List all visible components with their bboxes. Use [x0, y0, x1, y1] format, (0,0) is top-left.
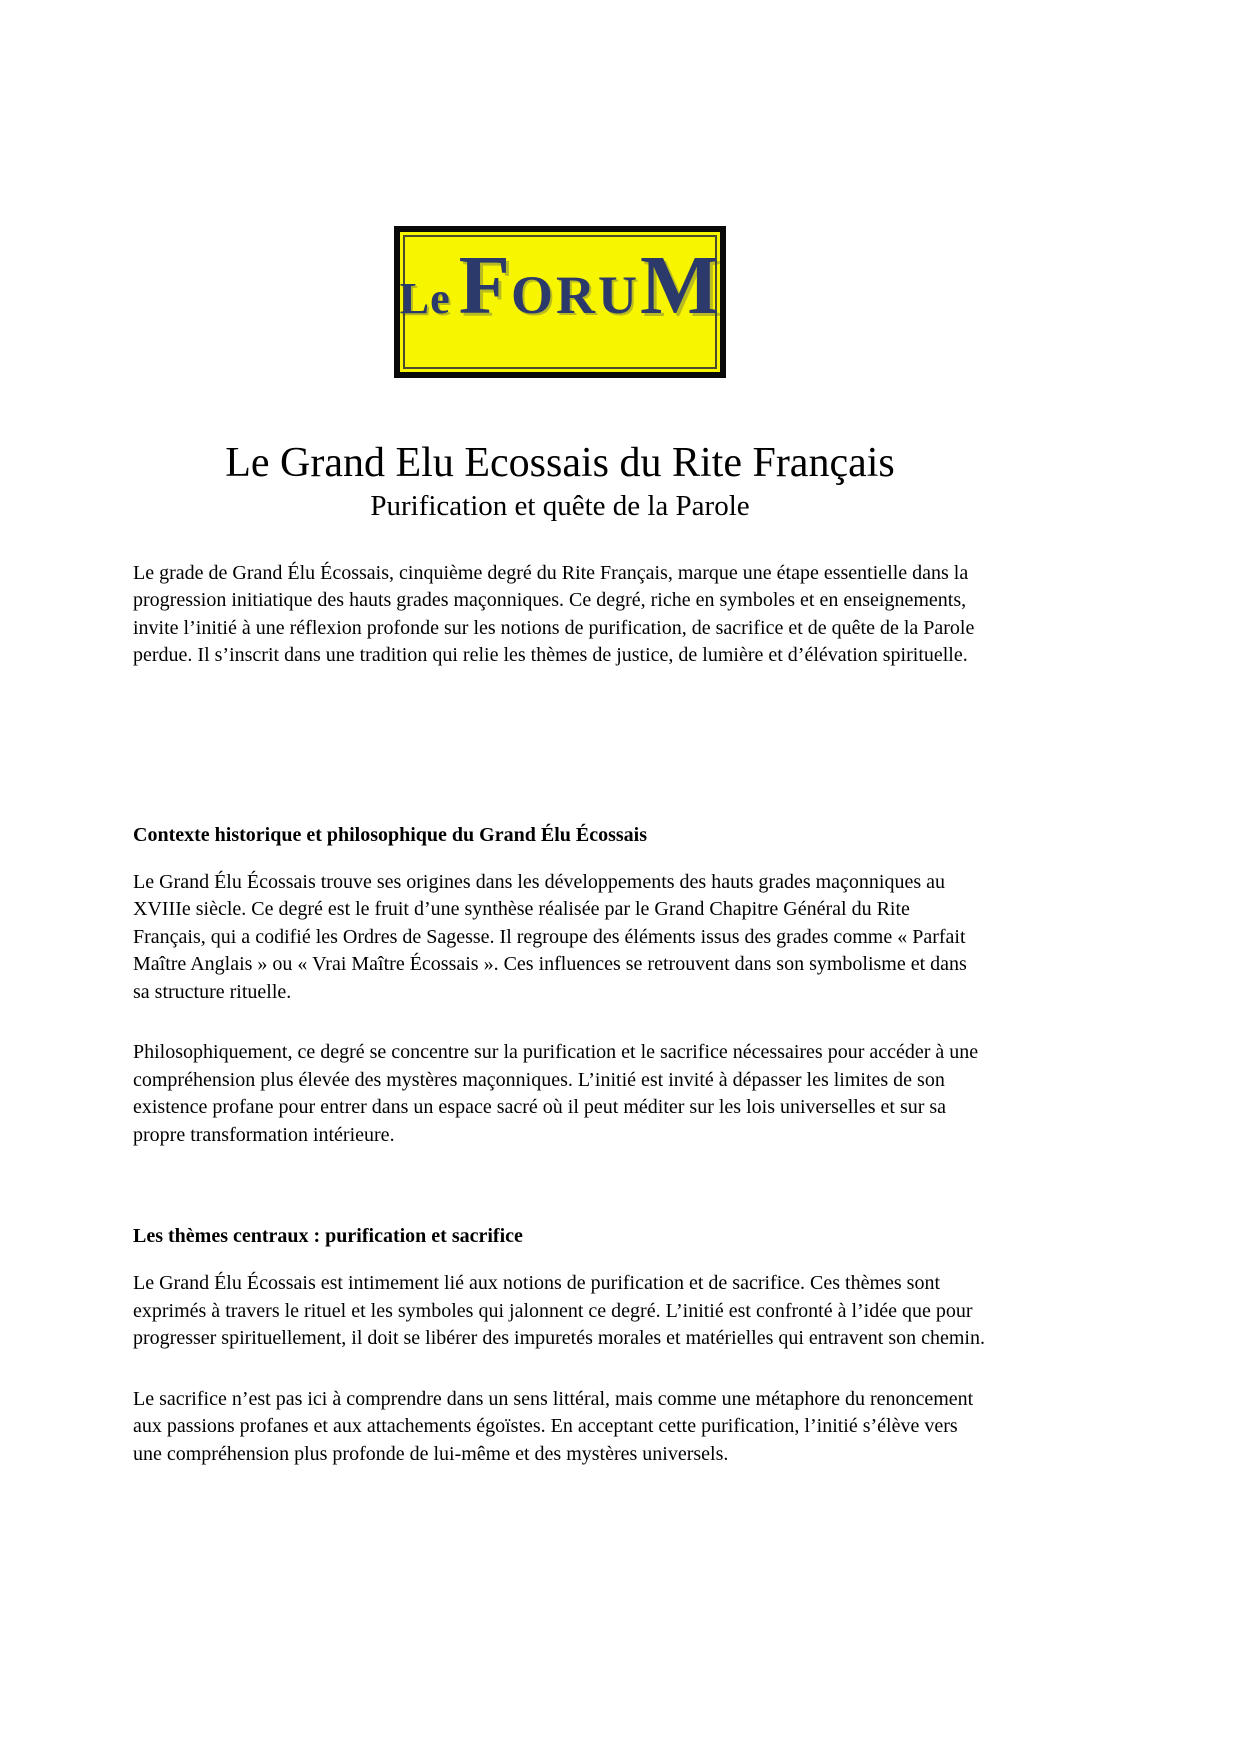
paragraph: Le Grand Élu Écossais trouve ses origines dans les développements des hauts grades maçonniques au XVIIIe siècle. Ce degré est le fruit d’une synthèse réalisée par le Grand Chapitre Général du Rite Français, qui a codifié les Ordres de Sagesse. Il regroupe des éléments issus des grades comme « Parfait Maître Anglais » ou « Vrai Maître Écossais ». Ces influences se retrouvent dans son symbolisme et dans sa structure rituelle. — [133, 870, 967, 1003]
document-body — [133, 560, 987, 1469]
document-page — [133, 0, 987, 1468]
page-subtitle: Purification et quête de la Parole — [370, 490, 750, 523]
logo-text-f: F — [458, 239, 511, 332]
logo-text-le: Le — [399, 274, 451, 323]
paragraph: Le sacrifice n’est pas ici à comprendre dans un sens littéral, mais comme une métaphore du renoncement aux passions profanes et aux attachements égoïstes. En acceptant cette purification, l’initié s’élève vers une compréhension plus profonde de lui-même et des mystères universels. — [133, 1387, 974, 1465]
logo-text-oru: ORU — [510, 265, 640, 325]
section-heading: Les thèmes centraux : purification et sacrifice — [133, 1225, 523, 1248]
le-forum-logo — [394, 226, 726, 378]
section-heading: Contexte historique et philosophique du Grand Élu Écossais — [133, 823, 647, 846]
logo-text-m: M — [639, 239, 721, 332]
paragraph: Philosophiquement, ce degré se concentre sur la purification et le sacrifice nécessaires pour accéder à une compréhension plus élevée des mystères maçonniques. L’initié est invité à dépasser les limites de son existence profane pour entrer dans un espace sacré où il peut méditer sur les lois universelles et sur sa propre transformation intérieure. — [133, 1041, 979, 1146]
paragraph: Le grade de Grand Élu Écossais, cinquième degré du Rite Français, marque une étape essentielle dans la progression initiatique des hauts grades maçonniques. Ce degré, riche en symboles et en enseignements, invite l’initié à une réflexion profonde sur les notions de purification, de sacrifice et de quête de la Parole perdue. Il s’inscrit dans une tradition qui relie les thèmes de justice, de lumière et d’élévation spirituelle. — [133, 561, 975, 667]
paragraph: Le Grand Élu Écossais est intimement lié aux notions de purification et de sacrifice. Ces thèmes sont exprimés à travers le rituel et les symboles qui jalonnent ce degré. L’initié est confronté à l’idée que pour progresser spirituellement, il doit se libérer des impuretés morales et matérielles qui entravent son chemin. — [133, 1272, 985, 1350]
page-title: Le Grand Elu Ecossais du Rite Français — [225, 440, 895, 486]
le-forum-logo-inner — [399, 235, 721, 369]
